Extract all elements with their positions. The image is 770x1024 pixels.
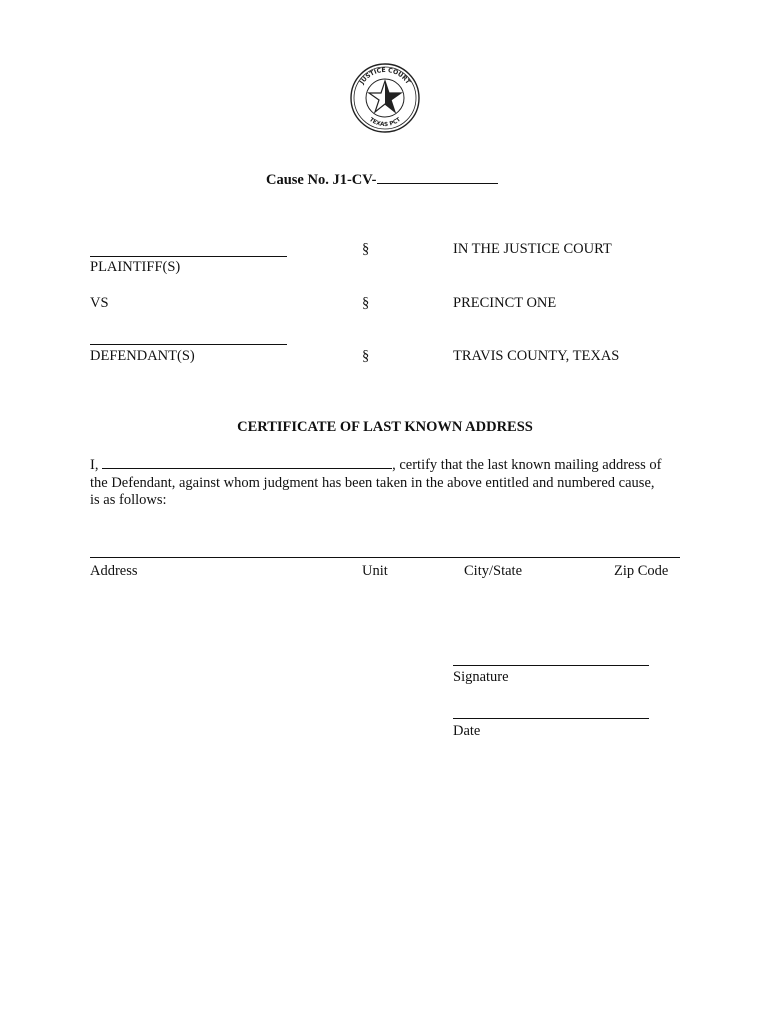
unit-label: Unit bbox=[362, 563, 388, 579]
court-name: IN THE JUSTICE COURT bbox=[453, 241, 612, 257]
certificate-title: CERTIFICATE OF LAST KNOWN ADDRESS bbox=[237, 419, 533, 435]
vs-label: VS bbox=[90, 295, 109, 311]
plaintiff-name-line[interactable] bbox=[90, 256, 287, 257]
signature-label: Signature bbox=[453, 669, 509, 685]
court-precinct: PRECINCT ONE bbox=[453, 295, 557, 311]
cause-label: Cause No. J1-CV- bbox=[266, 172, 377, 188]
section-symbol: § bbox=[362, 295, 370, 311]
signature-line[interactable] bbox=[453, 665, 649, 666]
cause-number bbox=[266, 170, 498, 189]
section-symbol: § bbox=[362, 348, 370, 364]
address-label: Address bbox=[90, 563, 138, 579]
star-icon bbox=[369, 81, 401, 112]
cause-number-field[interactable] bbox=[377, 170, 498, 184]
statement-line-1 bbox=[90, 455, 682, 475]
date-line[interactable] bbox=[453, 718, 649, 719]
seal-bottom-text: TEXAS PCT bbox=[367, 116, 403, 129]
date-label: Date bbox=[453, 723, 481, 739]
seal-top-text: JUSTICE COURT bbox=[358, 66, 412, 86]
plaintiff-label: PLAINTIFF(S) bbox=[90, 259, 181, 275]
statement-line-2: the Defendant, against whom judgment has been taken in the above entitled and numbered cause, bbox=[90, 474, 655, 491]
address-entry-line[interactable] bbox=[90, 557, 680, 558]
statement-prefix: I, bbox=[90, 457, 99, 473]
statement-suffix: , certify that the last known mailing address of bbox=[392, 457, 662, 473]
certificate-statement bbox=[90, 455, 682, 510]
statement-line-3: is as follows: bbox=[90, 492, 167, 508]
zip-code-label: Zip Code bbox=[614, 563, 669, 579]
defendant-name-line[interactable] bbox=[90, 344, 287, 345]
defendant-label: DEFENDANT(S) bbox=[90, 348, 195, 364]
court-county: TRAVIS COUNTY, TEXAS bbox=[453, 348, 620, 364]
city-state-label: City/State bbox=[464, 563, 522, 579]
court-seal bbox=[349, 62, 421, 134]
section-symbol: § bbox=[362, 241, 370, 257]
certifier-name-field[interactable] bbox=[102, 455, 392, 469]
